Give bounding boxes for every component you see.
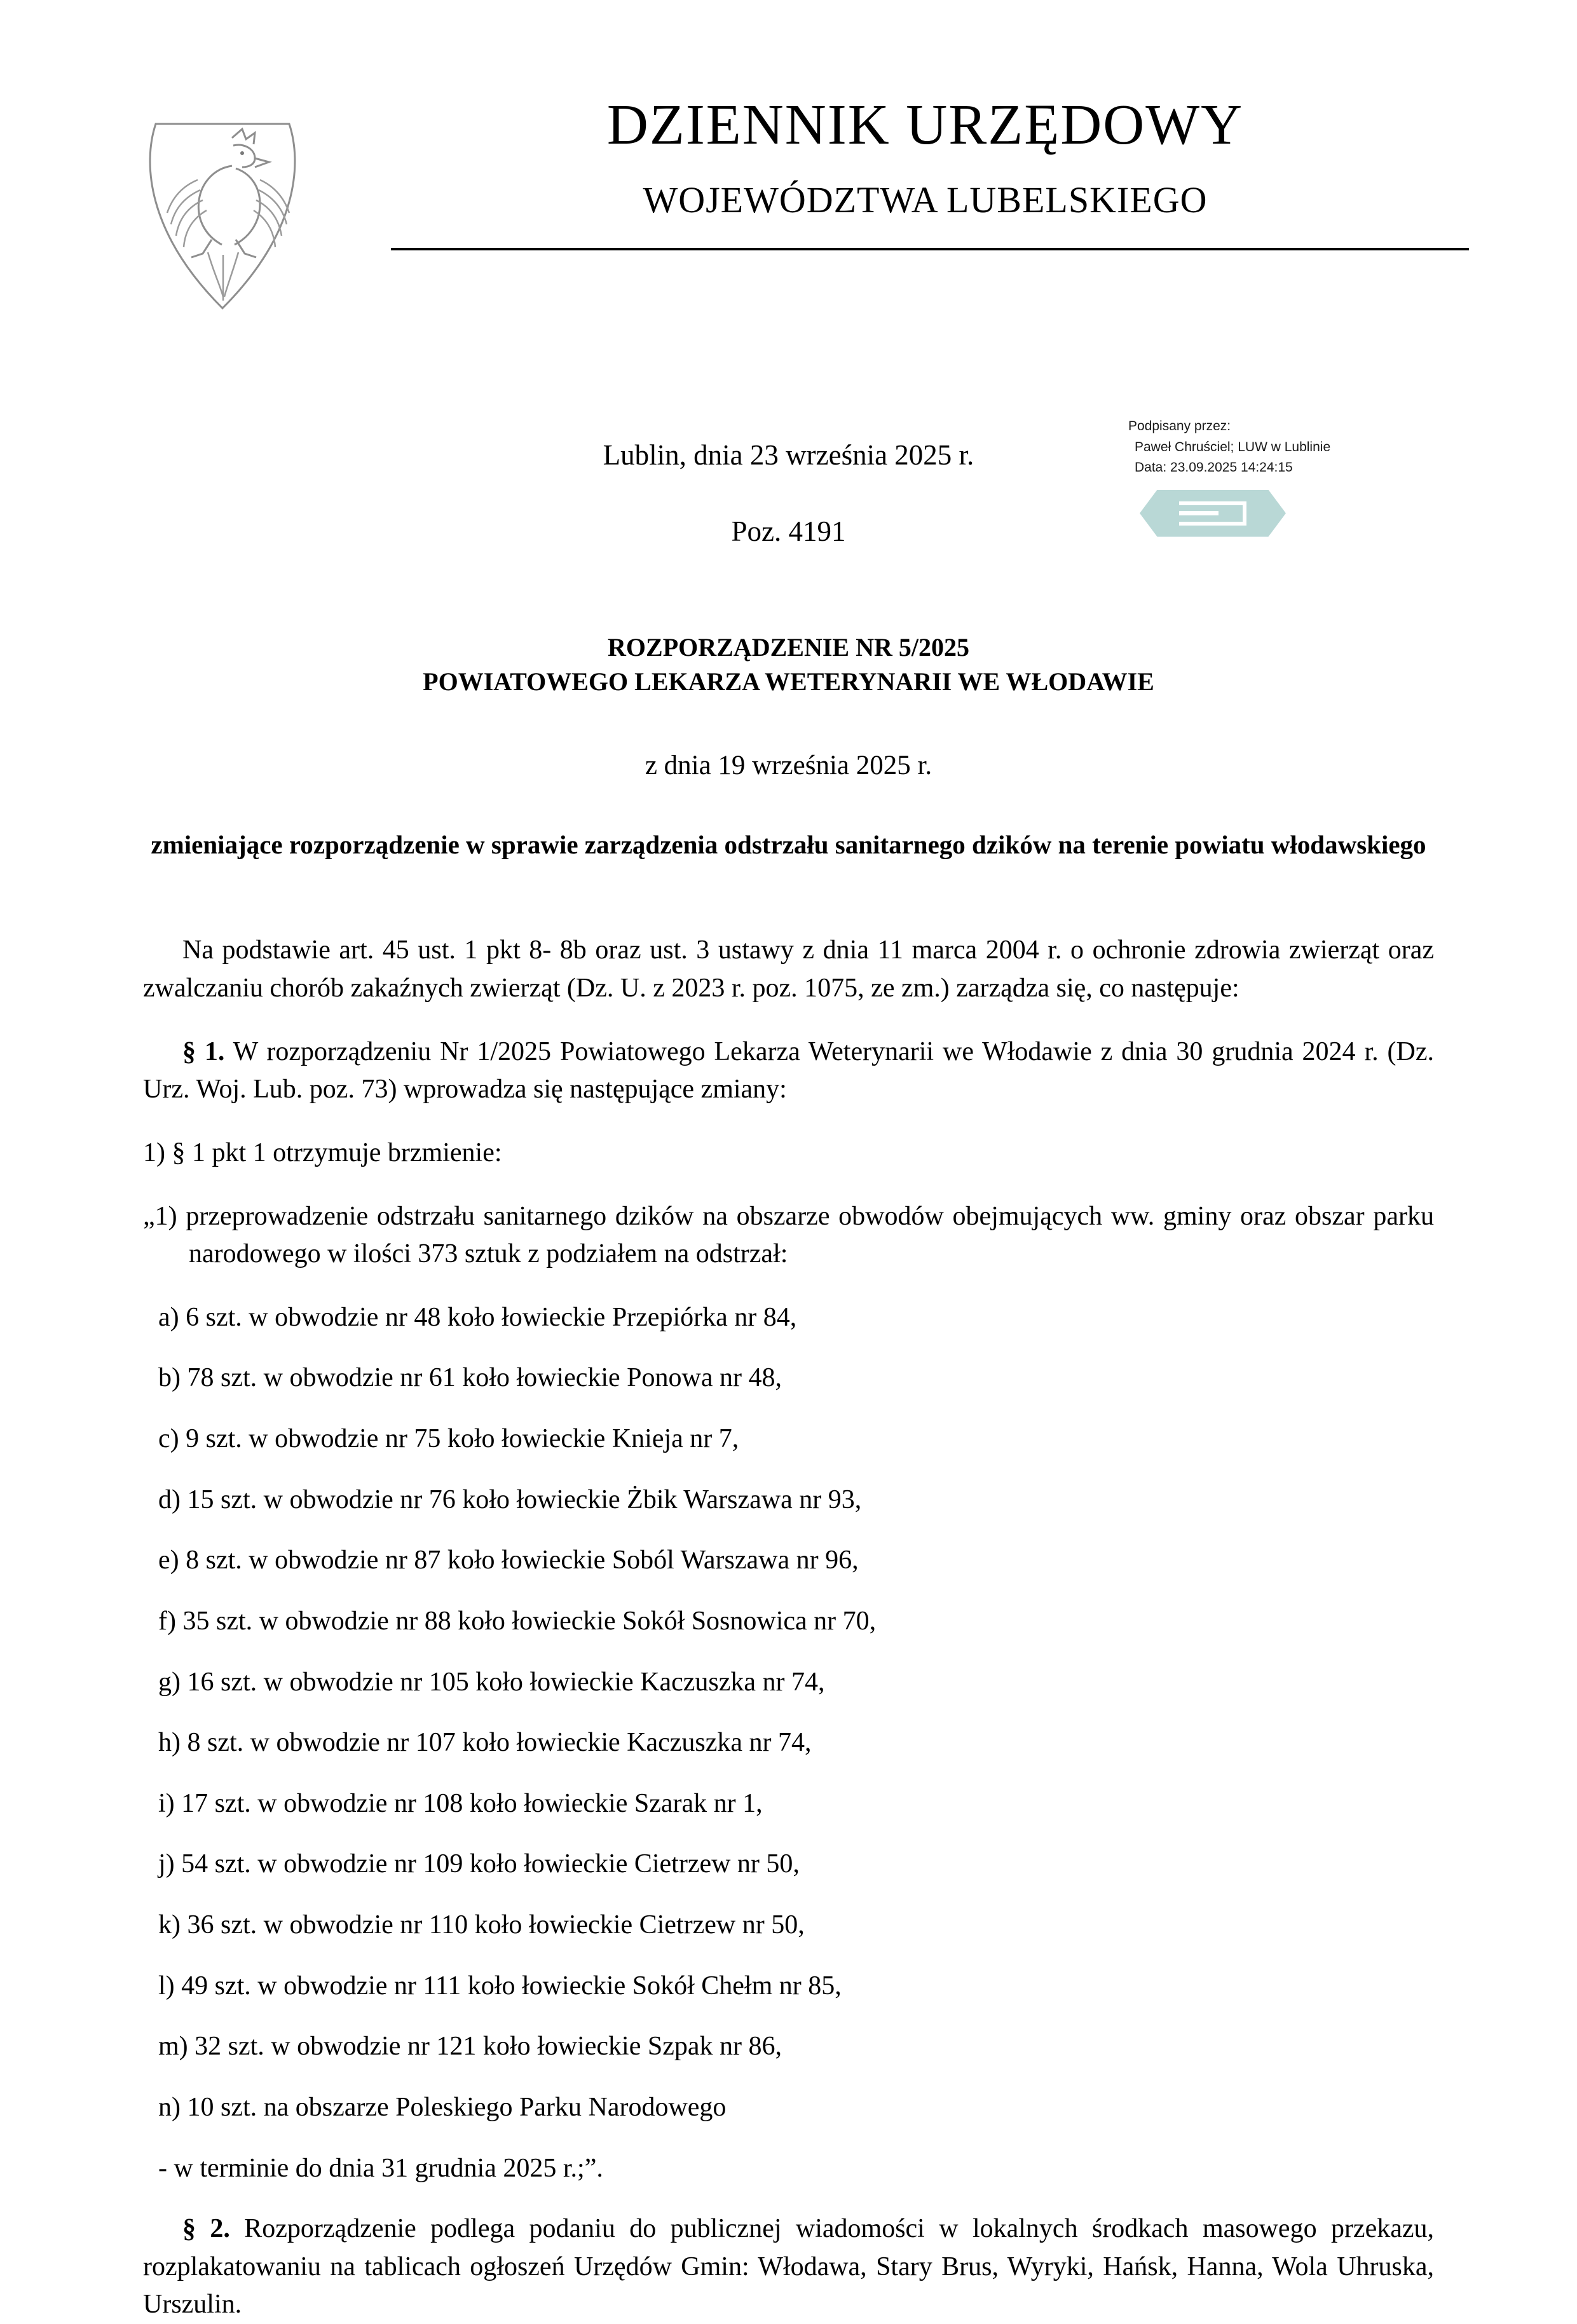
list-item: d) 15 szt. w obwodzie nr 76 koło łowieckie Żbik Warszawa nr 93, (158, 1485, 862, 1514)
list-item: b) 78 szt. w obwodzie nr 61 koło łowieckie Ponowa nr 48, (158, 1363, 782, 1393)
act-header-line-2: POWIATOWEGO LEKARZA WETERYNARII WE WŁODAWIE (423, 667, 1154, 696)
act-subject: zmieniające rozporządzenie w sprawie zarządzenia odstrzału sanitarnego dzików na terenie powiatu włodawskiego (151, 830, 1426, 859)
issue-place-date: Lublin, dnia 23 września 2025 r. (603, 439, 974, 471)
list-item: l) 49 szt. w obwodzie nr 111 koło łowieckie Sokół Chełm nr 85, (158, 1971, 842, 2001)
masthead (0, 0, 1577, 362)
signature-label: Podpisany przez: (1128, 419, 1231, 433)
list-item: e) 8 szt. w obwodzie nr 87 koło łowieckie Soból Warszawa nr 96, (158, 1546, 859, 1575)
issue-position: Poz. 4191 (731, 515, 846, 547)
act-header-line-1: ROZPORZĄDZENIE NR 5/2025 (608, 633, 969, 662)
list-item: g) 16 szt. w obwodzie nr 105 koło łowieckie Kaczuszka nr 74, (158, 1667, 825, 1697)
electronic-signature-stamp (1128, 416, 1414, 537)
list-item: h) 8 szt. w obwodzie nr 107 koło łowieckie Kaczuszka nr 74, (158, 1728, 812, 1758)
list-item-1: 1) § 1 pkt 1 otrzymuje brzmienie: (143, 1138, 502, 1167)
act-preamble: Na podstawie art. 45 ust. 1 pkt 8- 8b oraz ust. 3 ustawy z dnia 11 marca 2004 r. o ochronie zdrowia zwierząt oraz zwalczaniu chorób zakaźnych zwierząt (Dz. U. z 2023 r. poz. 1075, ze zm.) zarządza się, co następuje: (143, 935, 1434, 1003)
paragraph-2-label: § 2. (182, 2214, 230, 2244)
list-item: j) 54 szt. w obwodzie nr 109 koło łowieckie Cietrzew nr 50, (158, 1849, 800, 1879)
journal-subtitle: WOJEWÓDZTWA LUBELSKIEGO (643, 179, 1208, 221)
deadline-clause: - w terminie do dnia 31 grudnia 2025 r.;”. (158, 2153, 603, 2183)
act-body (143, 932, 1434, 2324)
polish-eagle-emblem (137, 105, 308, 315)
paragraph-2 (143, 2210, 1434, 2324)
paragraph-2-text: Rozporządzenie podlega podaniu do publicznej wiadomości w lokalnych środkach masowego przekazu, rozplakatowaniu na tablicach ogłoszeń Urzędów Gmin: Włodawa, Stary Brus, Wyryki, Hańsk, Hanna, Wola Uhruska, Urszulin. (143, 2214, 1434, 2320)
paragraph-1-label: § 1. (182, 1036, 225, 1066)
paragraph-1 (143, 1033, 1434, 1109)
act-date: z dnia 19 września 2025 r. (645, 751, 932, 780)
paragraph-1-text: W rozporządzeniu Nr 1/2025 Powiatowego Lekarza Weterynarii we Włodawie z dnia 30 grudnia 2024 r. (Dz. Urz. Woj. Lub. poz. 73) wprowadza się następujące zmiany: (143, 1036, 1435, 1104)
signature-signer: Paweł Chruściel; LUW w Lublinie (1135, 439, 1331, 454)
list-item: a) 6 szt. w obwodzie nr 48 koło łowieckie Przepiórka nr 84, (158, 1302, 797, 1332)
list-item: n) 10 szt. na obszarze Poleskiego Parku Narodowego (158, 2092, 727, 2122)
quoted-provision: „1) przeprowadzenie odstrzału sanitarnego dzików na obszarze obwodów obejmujących ww. gminy oraz obszar parku narodowego w ilości 373 sztuk z podziałem na odstrzał: (143, 1201, 1434, 1269)
list-item: k) 36 szt. w obwodzie nr 110 koło łowieckie Cietrzew nr 50, (158, 1910, 805, 1940)
signature-seal-icon (1140, 490, 1286, 537)
list-item: f) 35 szt. w obwodzie nr 88 koło łowieckie Sokół Sosnowica nr 70, (158, 1606, 877, 1636)
signature-date: Data: 23.09.2025 14:24:15 (1135, 460, 1293, 475)
list-item: c) 9 szt. w obwodzie nr 75 koło łowieckie Knieja nr 7, (158, 1424, 739, 1454)
journal-title: DZIENNIK URZĘDOWY (606, 93, 1244, 156)
masthead-divider (391, 248, 1469, 250)
list-item: i) 17 szt. w obwodzie nr 108 koło łowieckie Szarak nr 1, (158, 1788, 763, 1818)
act-header (153, 630, 1424, 699)
list-item: m) 32 szt. w obwodzie nr 121 koło łowieckie Szpak nr 86, (158, 2032, 782, 2062)
